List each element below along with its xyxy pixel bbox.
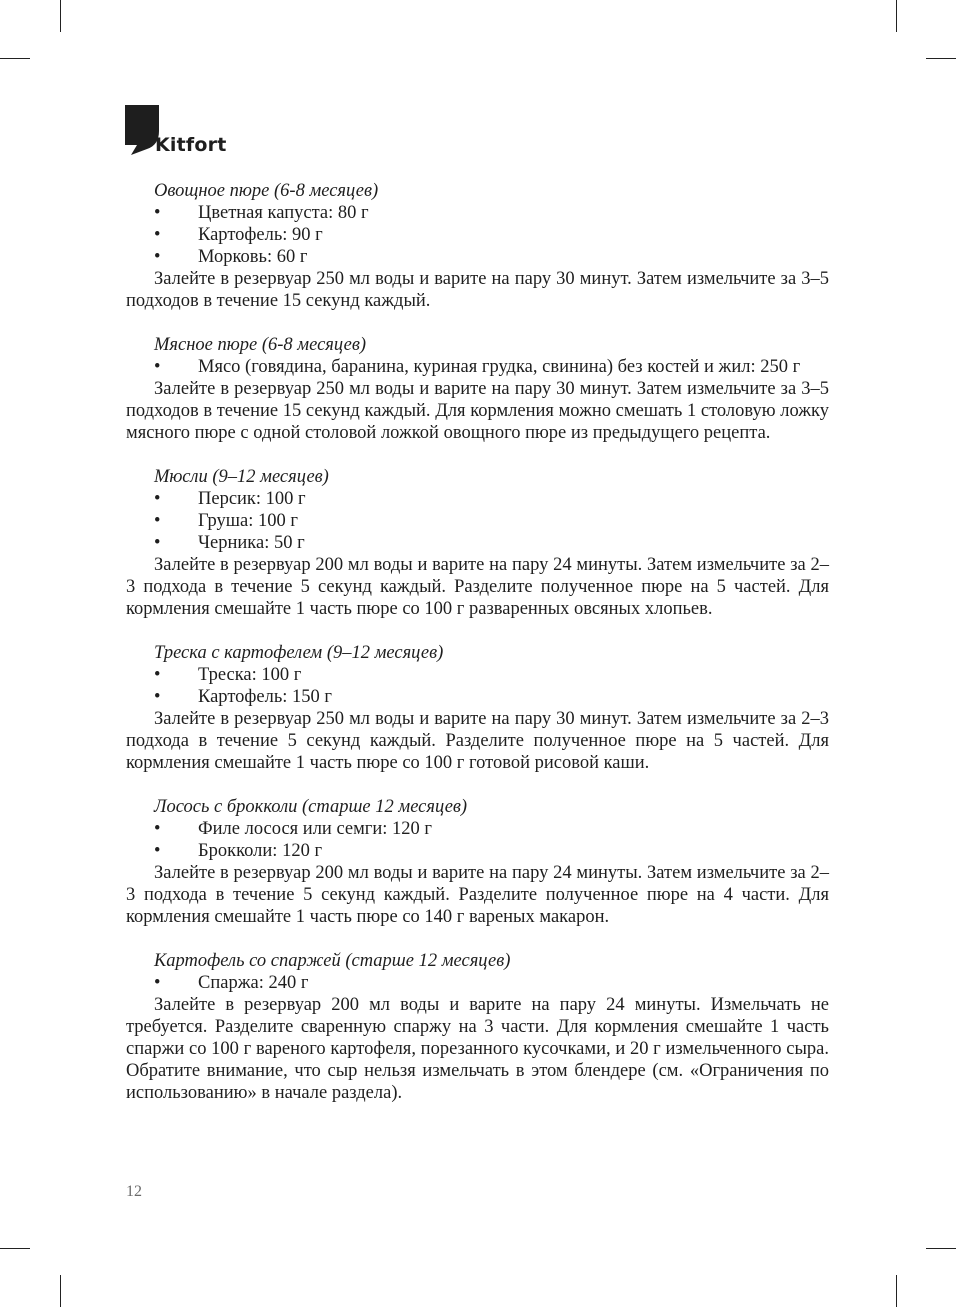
crop-mark: [896, 0, 897, 32]
recipe-block: [126, 180, 829, 312]
ingredient-list: [126, 202, 829, 268]
ingredient-item: • Брокколи: 120 г: [126, 840, 829, 862]
recipe-list: [126, 180, 829, 1126]
ingredient-item: • Филе лосося или семги: 120 г: [126, 818, 829, 840]
crop-mark: [896, 1275, 897, 1307]
crop-mark: [60, 1275, 61, 1307]
recipe-title: Треска с картофелем (9–12 месяцев): [154, 643, 444, 663]
ingredient-list: [126, 972, 829, 994]
crop-mark: [60, 0, 61, 32]
ingredient-item: • Треска: 100 г: [126, 664, 829, 686]
recipe-title: Мясное пюре (6-8 месяцев): [154, 335, 367, 355]
ingredient-item: • Картофель: 90 г: [126, 224, 829, 246]
ingredient-list: [126, 818, 829, 862]
ingredient-item: • Картофель: 150 г: [126, 686, 829, 708]
recipe-block: [126, 950, 829, 1104]
ingredient-item: • Мясо (говядина, баранина, куриная грудка, свинина) без костей и жил: 250 г: [126, 356, 829, 378]
recipe-block: [126, 466, 829, 620]
crop-mark: [0, 1248, 30, 1249]
recipe-instructions: Залейте в резервуар 250 мл воды и варите на пару 30 минут. Затем измельчите за 3–5 подходов в течение 15 секунд каждый.: [126, 269, 829, 311]
recipe-instructions: Залейте в резервуар 200 мл воды и варите на пару 24 минуты. Затем измельчите за 2–3 подхода в течение 5 секунд каждый. Разделите полученное пюре на 4 части. Для кормления смешайте 1 часть пюре со 140 г вареных макарон.: [126, 863, 829, 927]
ingredient-list: [126, 356, 829, 378]
brand-logo: [125, 105, 235, 160]
ingredient-list: [126, 664, 829, 708]
recipe-instructions: Залейте в резервуар 250 мл воды и варите на пару 30 минут. Затем измельчите за 3–5 подходов в течение 15 секунд каждый. Для кормления можно смешать 1 столовую ложку мясного пюре с одной столовой ложкой овощного пюре из предыдущего рецепта.: [126, 379, 829, 443]
recipe-title: Овощное пюре (6-8 месяцев): [154, 181, 379, 201]
recipe-title: Картофель со спаржей (старше 12 месяцев): [154, 951, 511, 971]
recipe-title: Мюсли (9–12 месяцев): [154, 467, 329, 487]
ingredient-item: • Персик: 100 г: [126, 488, 829, 510]
brand-name: Kitfort: [155, 134, 227, 156]
ingredient-item: • Черника: 50 г: [126, 532, 829, 554]
ingredient-item: • Груша: 100 г: [126, 510, 829, 532]
recipe-instructions: Залейте в резервуар 200 мл воды и варите на пару 24 минуты. Затем измельчите за 2–3 подхода в течение 5 секунд каждый. Разделите полученное пюре на 5 частей. Для кормления смешайте 1 часть пюре со 100 г разваренных овсяных хлопьев.: [126, 555, 829, 619]
recipe-block: [126, 334, 829, 444]
recipe-instructions: Залейте в резервуар 250 мл воды и варите на пару 30 минут. Затем измельчите за 2–3 подхода в течение 5 секунд каждый. Разделите полученное пюре на 5 частей. Для кормления смешайте 1 часть пюре со 100 г готовой рисовой каши.: [126, 709, 829, 773]
ingredient-item: • Цветная капуста: 80 г: [126, 202, 829, 224]
crop-mark: [0, 58, 30, 59]
crop-mark: [926, 58, 956, 59]
recipe-instructions: Залейте в резервуар 200 мл воды и варите на пару 24 минуты. Измельчать не требуется. Разделите сваренную спаржу на 3 части. Для кормления смешайте 1 часть спаржи со 100 г вареного картофеля, порезанного кусочками, и 20 г измельченного сыра. Обратите внимание, что сыр нельзя измельчать в этом блендере (см. «Ограничения по использованию» в начале раздела).: [126, 995, 829, 1103]
ingredient-item: • Морковь: 60 г: [126, 246, 829, 268]
ingredient-item: • Спаржа: 240 г: [126, 972, 829, 994]
kitfort-logo-icon: [125, 105, 159, 157]
recipe-block: [126, 642, 829, 774]
page-number: 12: [126, 1183, 142, 1200]
ingredient-list: [126, 488, 829, 554]
recipe-block: [126, 796, 829, 928]
crop-mark: [926, 1248, 956, 1249]
recipe-title: Лосось с брокколи (старше 12 месяцев): [154, 797, 468, 817]
